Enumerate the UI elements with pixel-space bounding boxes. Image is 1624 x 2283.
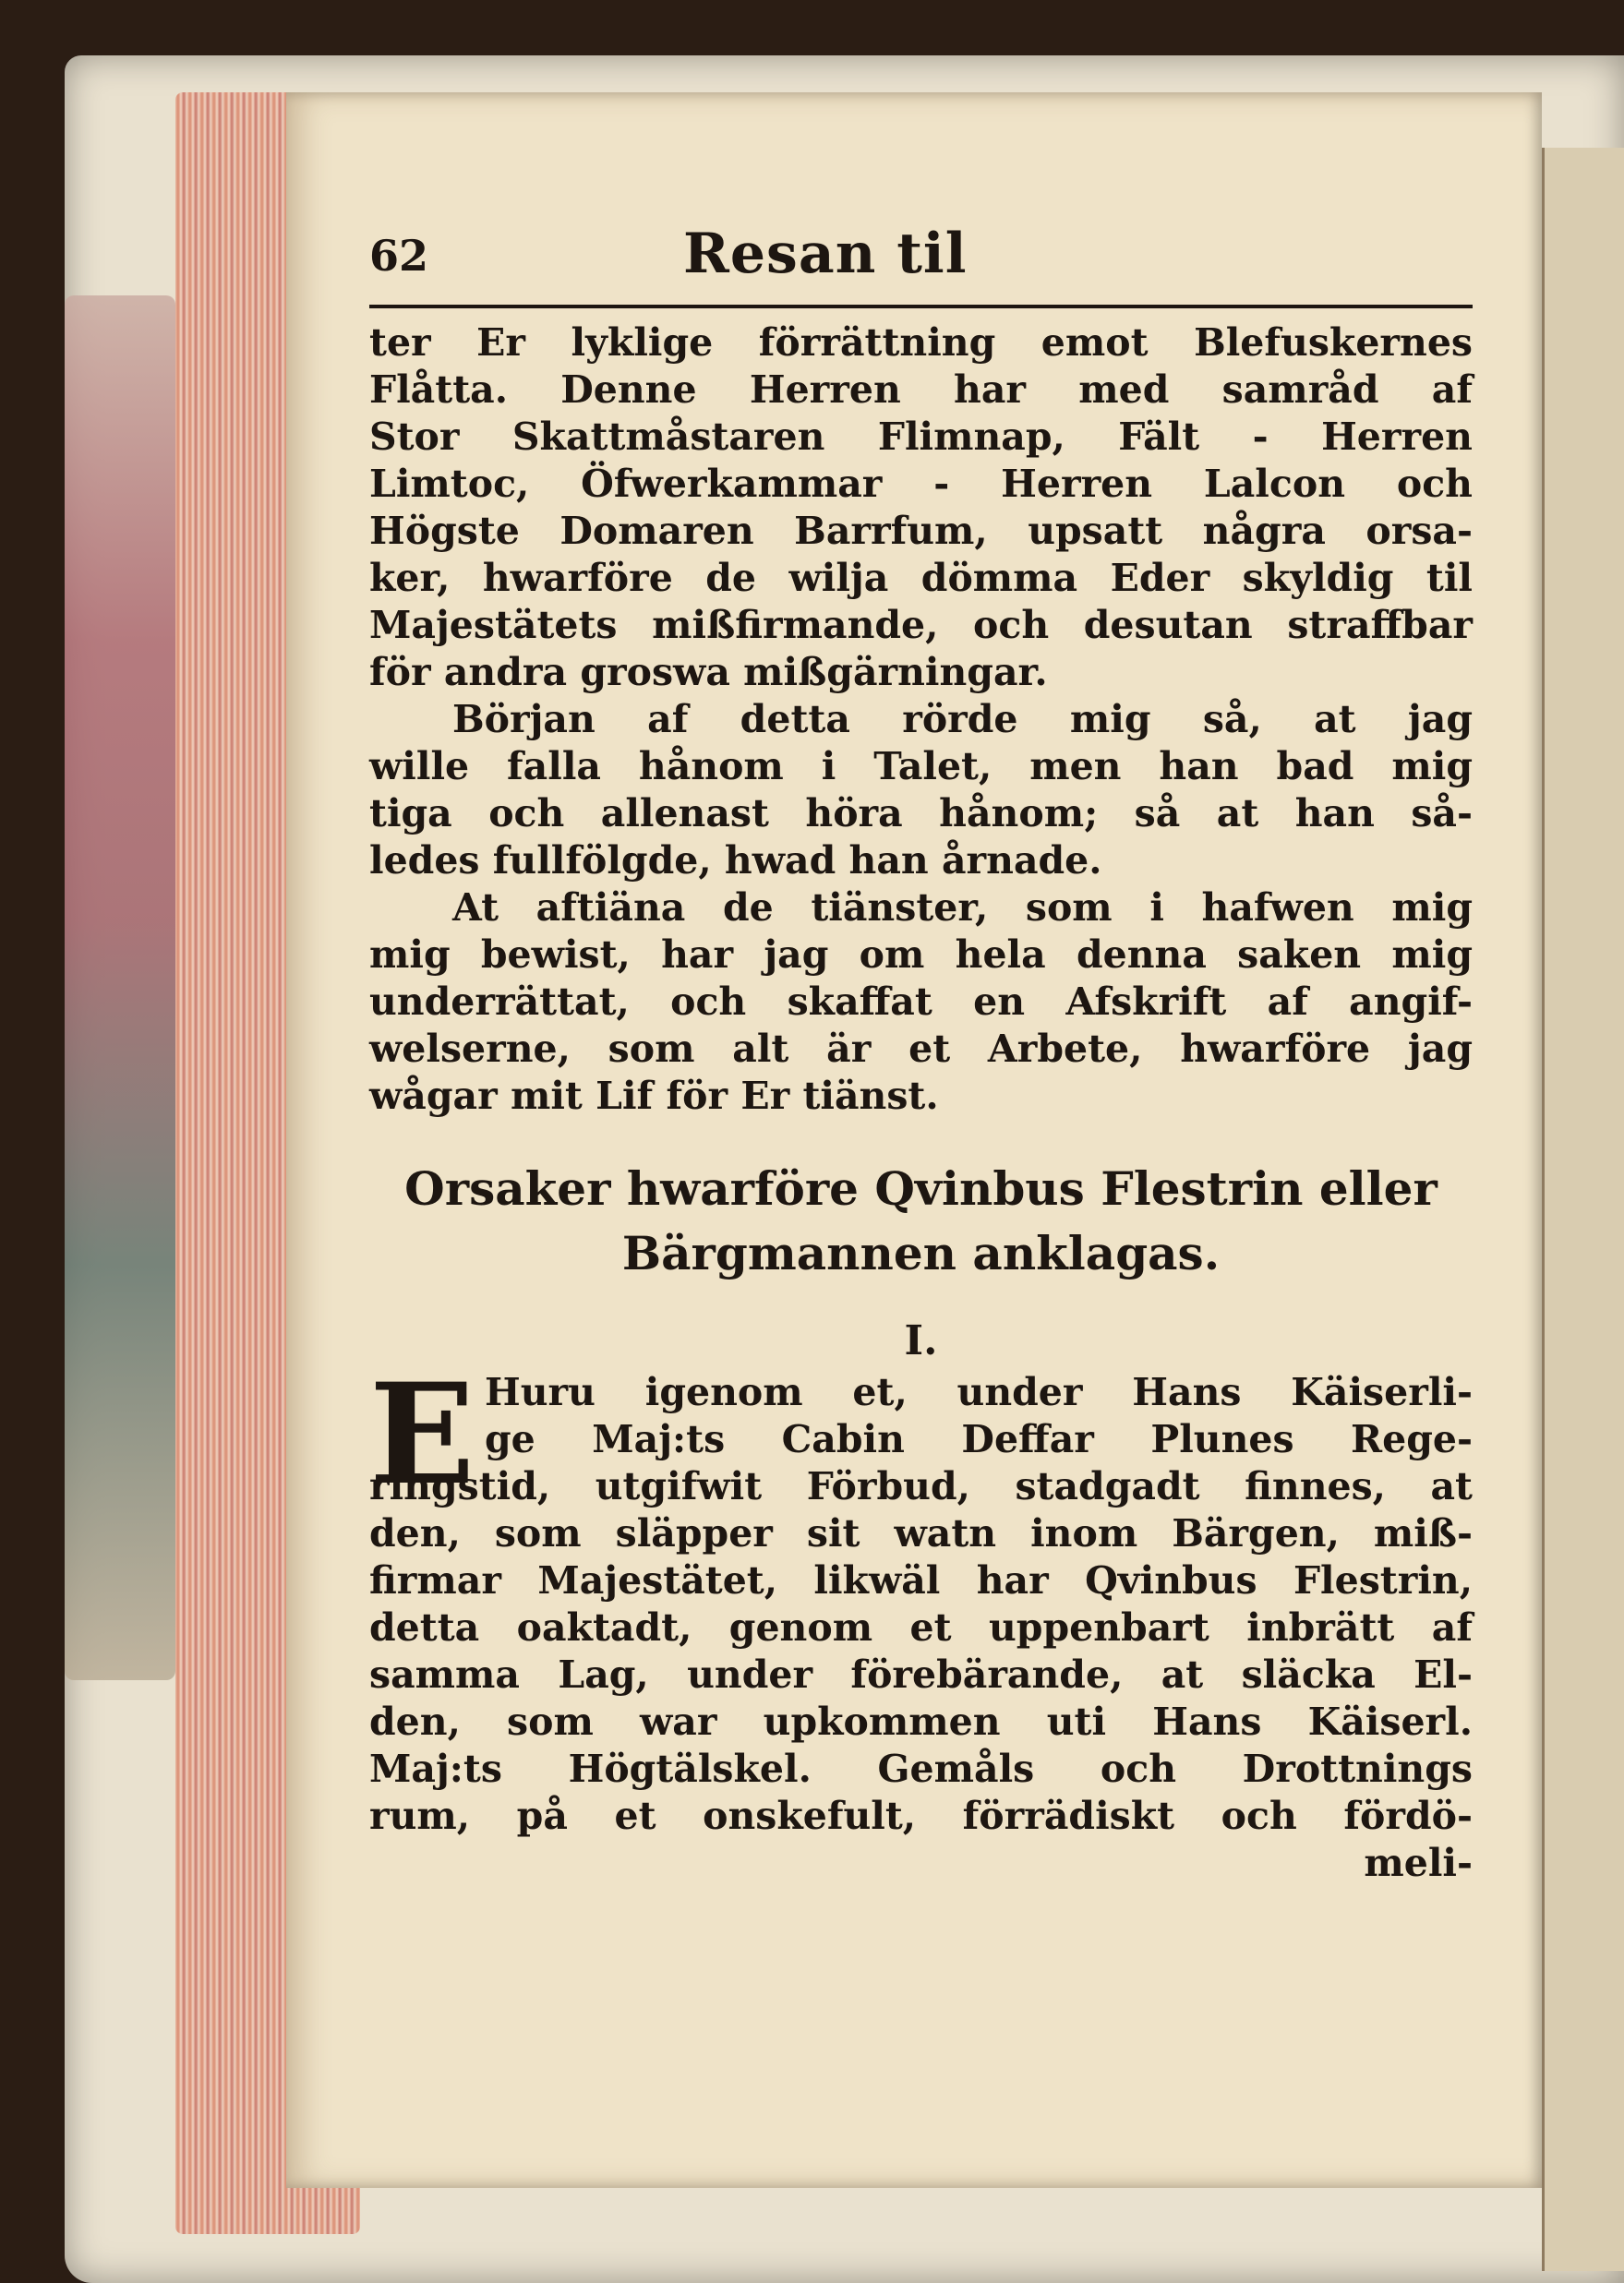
text-line: wille falla hånom i Talet, men han bad mig [369,744,1473,788]
text-line: Maj:ts Högtälskel. Gemåls och Drottnings [369,1747,1473,1791]
text-line: rum, på et onskefult, förrädiskt och fördö- [369,1794,1473,1838]
page-header [369,222,1477,305]
page-text [369,222,1477,1885]
heading-line-1: Orsaker hwarföre Qvinbus Flestrin eller [404,1161,1438,1216]
text-line: ter Er lyklige förrättning emot Blefuskernes [369,320,1473,365]
text-line: Majestätets mißfirmande, och desutan straffbar [369,603,1473,647]
heading-line-2: Bärgmannen anklagas. [621,1226,1221,1280]
text-line: underrättat, och skaffat en Afskrift af angif- [369,979,1473,1024]
text-line: ge Maj:ts Cabin Deffar Plunes Rege- [485,1417,1473,1461]
page-number: 62 [369,231,429,281]
text-line: samma Lag, under förebärande, at släcka El- [369,1652,1473,1697]
text-line: wågar mit Lif för Er tiänst. [369,1074,939,1118]
text-line: At aftiäna de tiänster, som i hafwen mig [452,885,1473,930]
text-line: Högste Domaren Barrfum, upsatt några orsa- [369,509,1473,553]
section-heading [369,1157,1473,1286]
text-line: Flåtta. Denne Herren har med samråd af [369,367,1473,412]
text-line: för andra groswa mißgärningar. [369,650,1048,694]
text-line: tiga och allenast höra hånom; så at han så- [369,791,1473,835]
running-title: Resan til [683,222,968,286]
text-line: Stor Skattmåstaren Flimnap, Fält - Herren [369,415,1473,459]
text-line: firmar Majestätet, likwäl har Qvinbus Flestrin, [369,1558,1473,1603]
paragraph-2 [369,696,1477,884]
cover-stain [65,295,175,1680]
text-line: Början af detta rörde mig så, at jag [452,697,1473,741]
text-line: welserne, som alt är et Arbete, hwarföre jag [369,1027,1473,1071]
text-line: mig bewist, har jag om hela denna saken mig [369,932,1473,977]
header-rule [369,305,1473,308]
text-line: ledes fullfölgde, hwad han årnade. [369,838,1102,883]
catchword: meli- [1364,1841,1473,1885]
section-number: I. [904,1317,938,1364]
paragraph-3 [369,884,1477,1120]
section-body [369,1353,1477,1886]
text-line: Limtoc, Öfwerkammar - Herren Lalcon och [369,462,1473,506]
text-line: ringstid, utgifwit Förbud, stadgadt finnes, at [369,1464,1473,1508]
paragraph-1 [369,319,1477,696]
text-line: den, som war upkommen uti Hans Käiserl. [369,1700,1473,1744]
drop-cap: E [369,1353,475,1516]
facing-page-edge [1542,148,1624,2271]
text-line: Huru igenom et, under Hans Käiserli- [485,1370,1473,1414]
text-line: ker, hwarföre de wilja dömma Eder skyldig til [369,556,1473,600]
text-line: detta oaktadt, genom et uppenbart inbrätt af [369,1605,1473,1650]
text-line: den, som släpper sit watn inom Bärgen, miß- [369,1511,1473,1556]
